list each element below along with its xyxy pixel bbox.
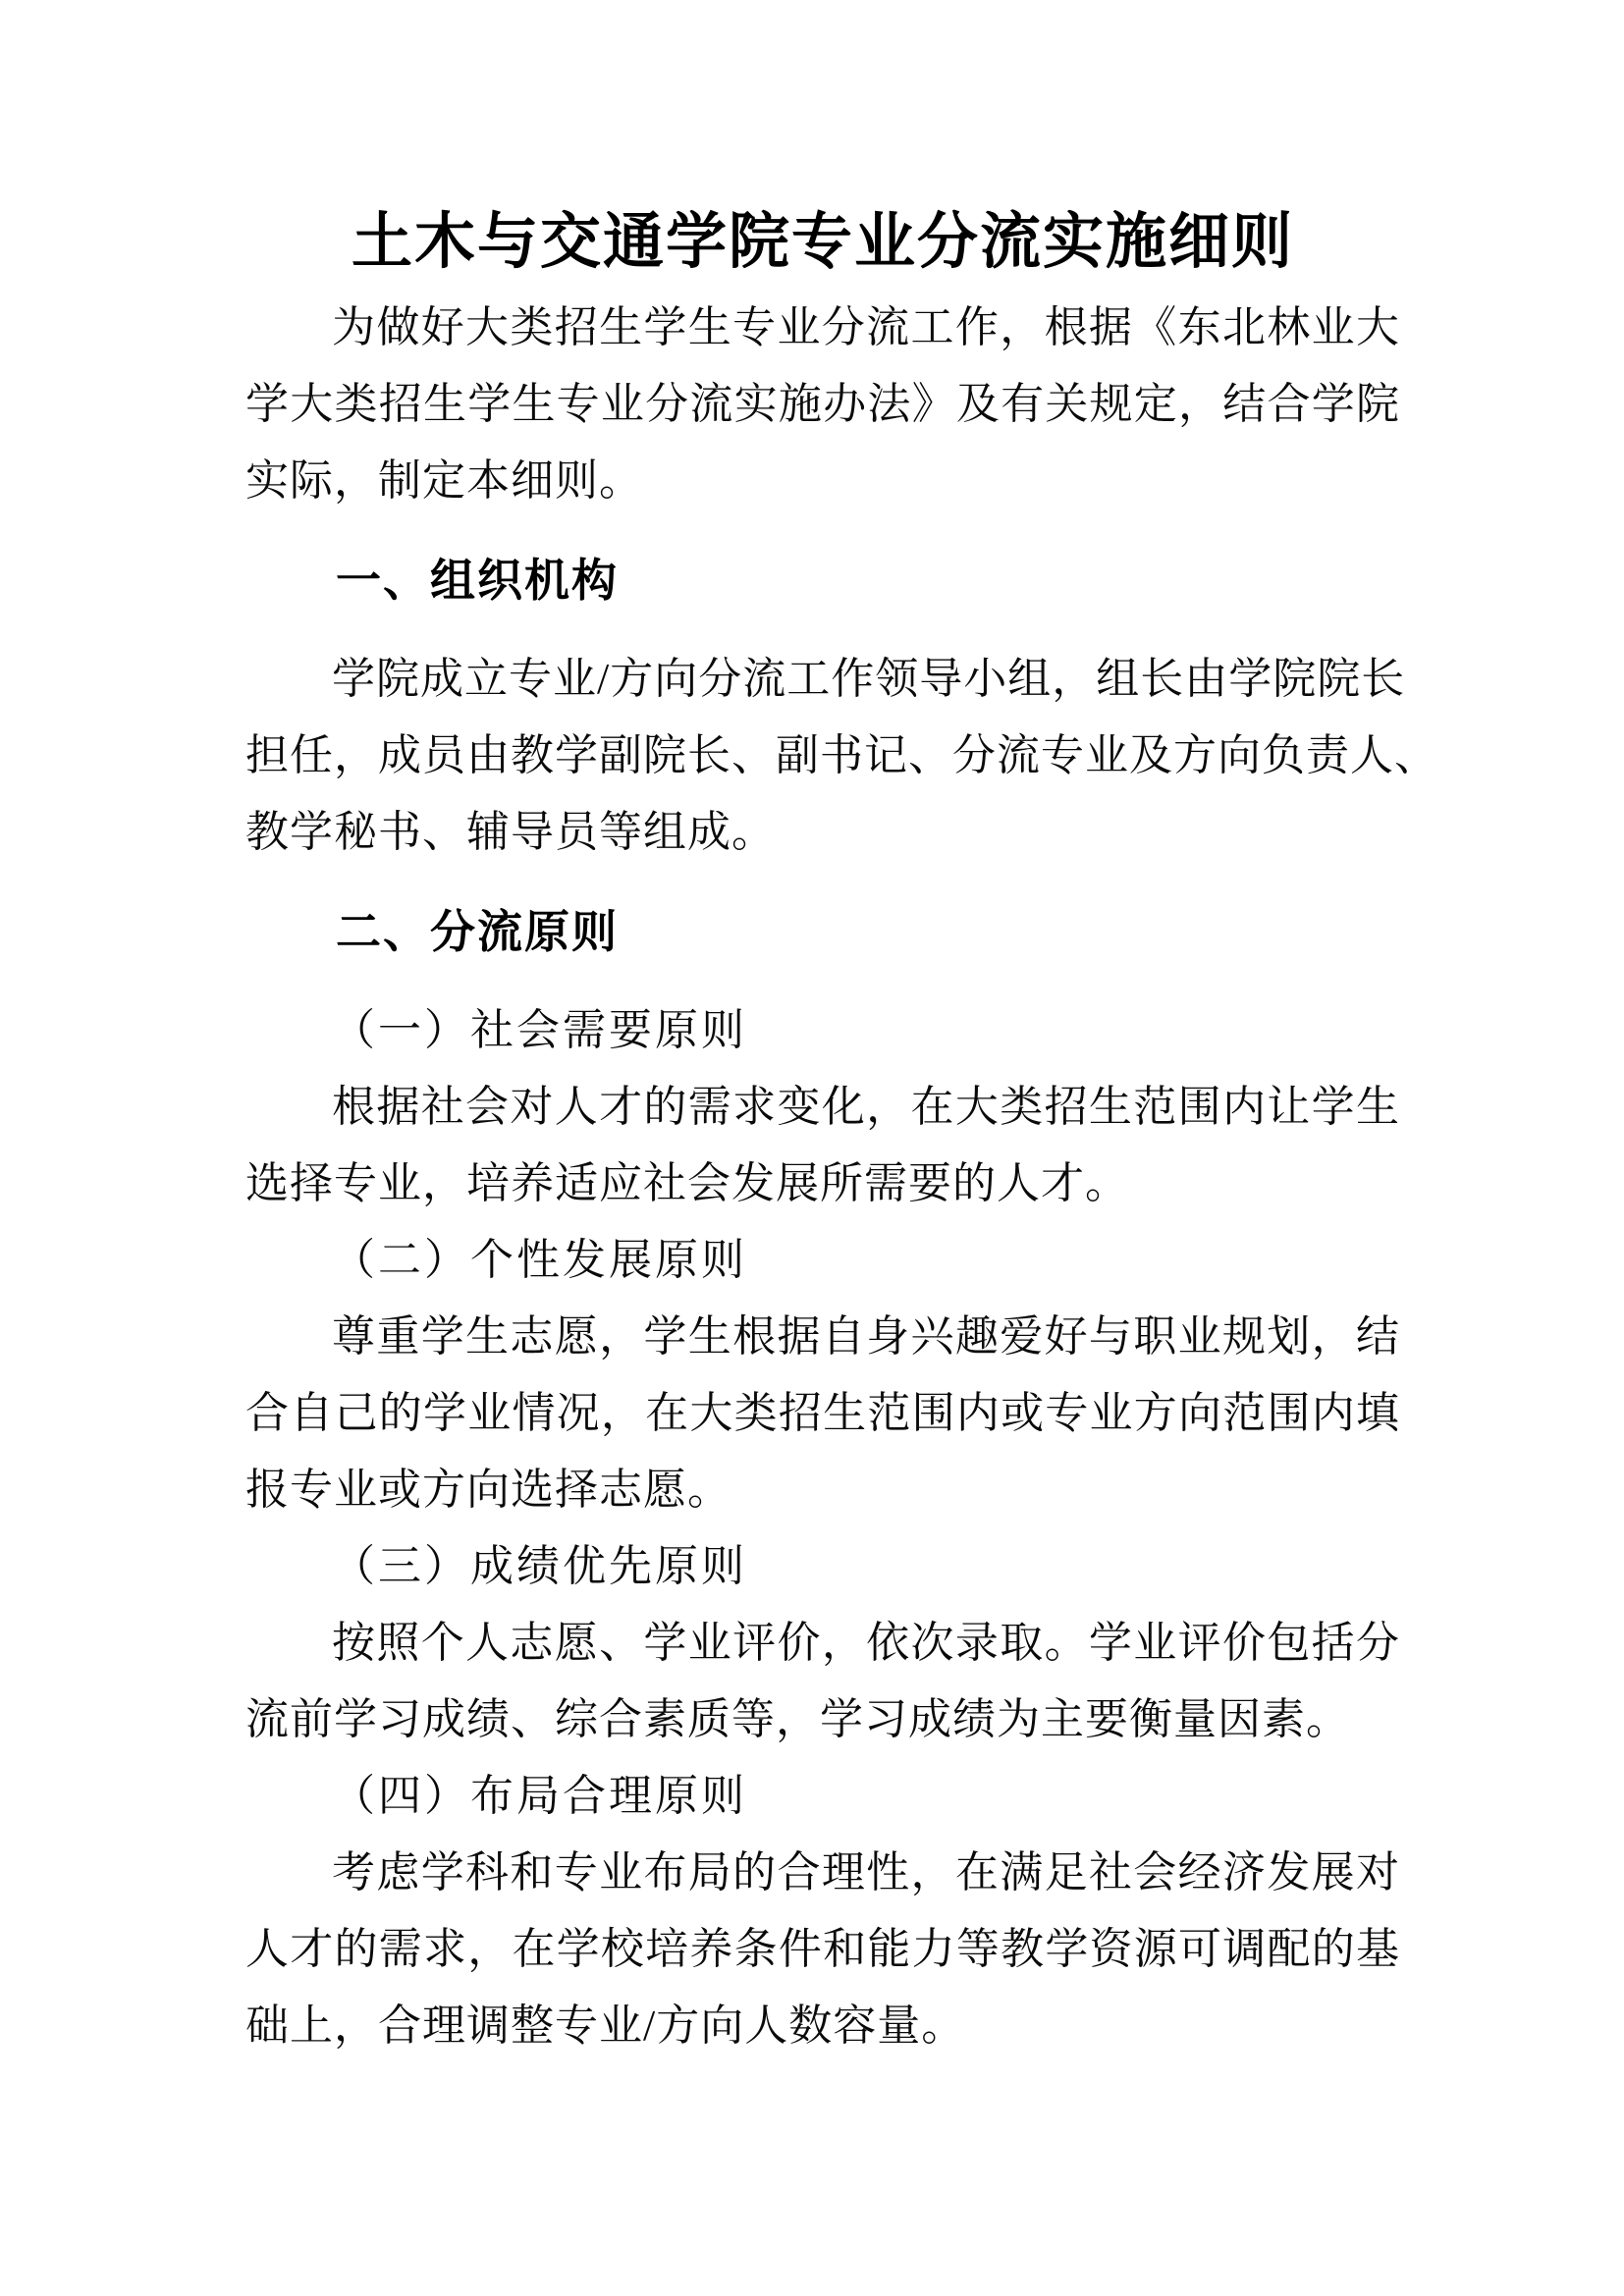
paragraph-line: 担任，成员由教学副院长、副书记、分流专业及方向负责人、 <box>245 731 1438 779</box>
subsection-heading-reasonable-layout: （四）布局合理原则 <box>332 1772 747 1820</box>
paragraph-line: 根据社会对人才的需求变化，在大类招生范围内让学生 <box>332 1083 1400 1131</box>
personal-development-paragraph <box>245 1299 1400 1528</box>
subsection-heading-social-need: （一）社会需要原则 <box>332 1006 747 1054</box>
subsection-heading-personal-development: （二）个性发展原则 <box>332 1236 747 1284</box>
paragraph-line: 选择专业，培养适应社会发展所需要的人才。 <box>245 1159 1129 1207</box>
paragraph-line: 报专业或方向选择志愿。 <box>245 1466 731 1514</box>
social-need-paragraph <box>245 1069 1400 1222</box>
paragraph-line: 人才的需求，在学校培养条件和能力等教学资源可调配的基 <box>245 1925 1400 1973</box>
paragraph-line: 合自己的学业情况，在大类招生范围内或专业方向范围内填 <box>245 1389 1400 1437</box>
section-heading-principles: 二、分流原则 <box>336 906 619 957</box>
reasonable-layout-paragraph <box>245 1835 1400 2064</box>
subsection-heading-grade-priority: （三）成绩优先原则 <box>332 1542 747 1590</box>
paragraph-line: 按照个人志愿、学业评价，依次录取。学业评价包括分 <box>332 1619 1400 1667</box>
paragraph-line: 为做好大类招生学生专业分流工作，根据《东北林业大 <box>332 303 1400 351</box>
grade-priority-paragraph <box>245 1605 1400 1758</box>
paragraph-line: 教学秘书、辅导员等组成。 <box>245 808 776 856</box>
paragraph-line: 实际，制定本细则。 <box>245 456 643 505</box>
paragraph-line: 尊重学生志愿，学生根据自身兴趣爱好与职业规划，结 <box>332 1312 1400 1361</box>
paragraph-line: 础上，合理调整专业/方向人数容量。 <box>245 2002 966 2050</box>
paragraph-line: 流前学习成绩、综合素质等，学习成绩为主要衡量因素。 <box>245 1695 1350 1743</box>
document-title: 土木与交通学院专业分流实施细则 <box>351 209 1294 276</box>
paragraph-line: 学大类招生学生专业分流实施办法》及有关规定，结合学院 <box>245 380 1400 428</box>
intro-paragraph <box>245 290 1400 519</box>
organization-paragraph <box>245 641 1438 871</box>
paragraph-line: 考虑学科和专业布局的合理性，在满足社会经济发展对 <box>332 1848 1400 1896</box>
paragraph-line: 学院成立专业/方向分流工作领导小组，组长由学院院长 <box>332 655 1406 703</box>
section-heading-organization: 一、组织机构 <box>336 555 619 606</box>
